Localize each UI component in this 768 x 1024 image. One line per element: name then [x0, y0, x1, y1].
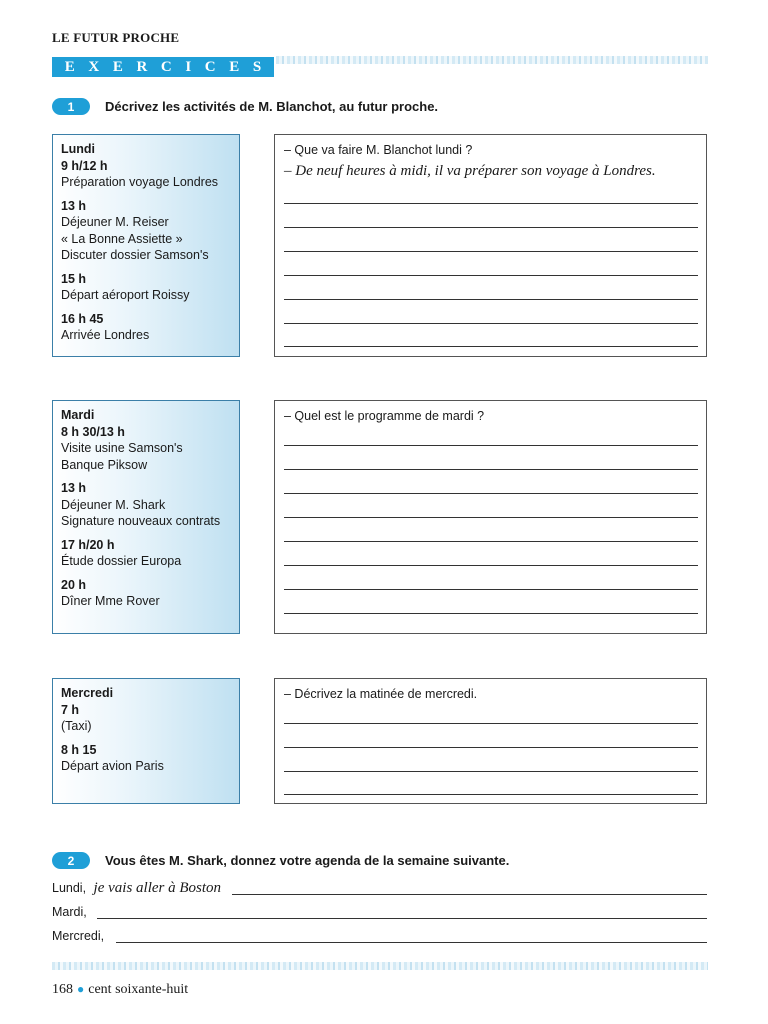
- agenda-activity: Déjeuner M. Reiser: [61, 215, 169, 229]
- running-head: LE FUTUR PROCHE: [52, 30, 180, 45]
- agenda-activity: Signature nouveaux contrats: [61, 514, 221, 528]
- question-text: – Que va faire M. Blanchot lundi ?: [284, 143, 473, 157]
- agenda-activity: Discuter dossier Samson's: [61, 248, 209, 262]
- answer-box-mercredi: [274, 678, 707, 804]
- agenda-activity: Départ aéroport Roissy: [61, 288, 190, 302]
- decorative-texture-band: [276, 56, 708, 64]
- banner-letter: I: [185, 58, 192, 75]
- banner-letter: E: [112, 58, 123, 75]
- decorative-texture-band: [52, 962, 708, 970]
- agenda-time: 9 h/12 h: [61, 158, 108, 173]
- row-label: Mardi,: [52, 905, 87, 919]
- exercise-number-badge: 1: [52, 98, 90, 115]
- agenda-activity: Départ avion Paris: [61, 759, 164, 773]
- writing-line[interactable]: [284, 469, 698, 470]
- writing-line[interactable]: [284, 299, 698, 300]
- agenda-time: 7 h: [61, 702, 80, 717]
- handwritten-answer: – De neuf heures à midi, il va préparer son voyage à Londres.: [284, 163, 656, 179]
- writing-line[interactable]: [284, 445, 698, 446]
- agenda-box-mercredi: [52, 678, 240, 804]
- writing-line[interactable]: [284, 251, 698, 252]
- agenda-row-lundi: [52, 880, 221, 897]
- writing-line[interactable]: [284, 493, 698, 494]
- writing-line[interactable]: [284, 541, 698, 542]
- agenda-activity: « La Bonne Assiette »: [61, 231, 183, 246]
- question-text: – Décrivez la matinée de mercredi.: [284, 687, 478, 701]
- agenda-time: 17 h/20 h: [61, 537, 115, 552]
- row-label: Mercredi,: [52, 929, 105, 943]
- agenda-activity: (Taxi): [61, 719, 92, 733]
- writing-line[interactable]: [116, 942, 707, 943]
- exercise-number-badge: 2: [52, 852, 90, 869]
- page-number-words: cent soixante-huit: [88, 982, 189, 997]
- bullet-icon: ●: [77, 982, 85, 996]
- banner-letter: E: [64, 58, 75, 75]
- agenda-day: Mardi: [61, 408, 95, 422]
- question-text: – Quel est le programme de mardi ?: [284, 409, 485, 423]
- agenda-row-mardi: [52, 905, 87, 919]
- writing-line[interactable]: [232, 894, 707, 895]
- agenda-time: 13 h: [61, 198, 87, 213]
- row-label: Lundi,: [52, 881, 87, 895]
- writing-line[interactable]: [97, 918, 707, 919]
- writing-line[interactable]: [284, 613, 698, 614]
- agenda-day: Lundi: [61, 142, 96, 156]
- banner-letter: E: [229, 58, 240, 75]
- banner-letter: R: [136, 58, 148, 75]
- agenda-time: 13 h: [61, 481, 87, 495]
- agenda-activity: Étude dossier Europa: [61, 554, 182, 568]
- agenda-row-mercredi: [52, 929, 104, 943]
- writing-line[interactable]: [284, 227, 698, 228]
- writing-line[interactable]: [284, 794, 698, 795]
- agenda-activity: Préparation voyage Londres: [61, 175, 219, 189]
- agenda-activity: Visite usine Samson's: [61, 441, 183, 455]
- agenda-time: 16 h 45: [61, 311, 104, 326]
- writing-line[interactable]: [284, 723, 698, 724]
- agenda-day: Mercredi: [61, 686, 114, 700]
- agenda-activity: Banque Piksow: [61, 457, 148, 472]
- writing-line[interactable]: [284, 203, 698, 204]
- exercices-banner: [52, 57, 274, 77]
- page-footer: [52, 982, 188, 998]
- writing-line[interactable]: [284, 565, 698, 566]
- writing-line[interactable]: [284, 771, 698, 772]
- banner-letter: S: [252, 58, 262, 75]
- writing-line[interactable]: [284, 323, 698, 324]
- agenda-time: 15 h: [61, 271, 87, 286]
- writing-line[interactable]: [284, 346, 698, 347]
- agenda-box-mardi: [52, 400, 240, 634]
- answer-box-lundi: [274, 134, 707, 357]
- handwritten-answer: je vais aller à Boston: [93, 880, 222, 896]
- agenda-box-lundi: [52, 134, 240, 357]
- agenda-activity: Déjeuner M. Shark: [61, 497, 166, 512]
- agenda-time: 8 h 30/13 h: [61, 424, 125, 439]
- page-number: 168: [52, 982, 73, 997]
- agenda-activity: Arrivée Londres: [61, 328, 150, 342]
- writing-line[interactable]: [284, 517, 698, 518]
- writing-line[interactable]: [284, 747, 698, 748]
- exercise-1-instruction: Décrivez les activités de M. Blanchot, au futur proche.: [105, 99, 439, 114]
- answer-box-mardi: [274, 400, 707, 634]
- agenda-time: 20 h: [61, 577, 87, 592]
- writing-line[interactable]: [284, 275, 698, 276]
- banner-letter: C: [204, 58, 216, 75]
- agenda-time: 8 h 15: [61, 742, 97, 757]
- banner-letter: X: [88, 58, 100, 75]
- exercise-2-instruction: Vous êtes M. Shark, donnez votre agenda de la semaine suivante.: [105, 853, 510, 868]
- banner-letter: C: [160, 58, 172, 75]
- writing-line[interactable]: [284, 589, 698, 590]
- agenda-activity: Dîner Mme Rover: [61, 594, 160, 608]
